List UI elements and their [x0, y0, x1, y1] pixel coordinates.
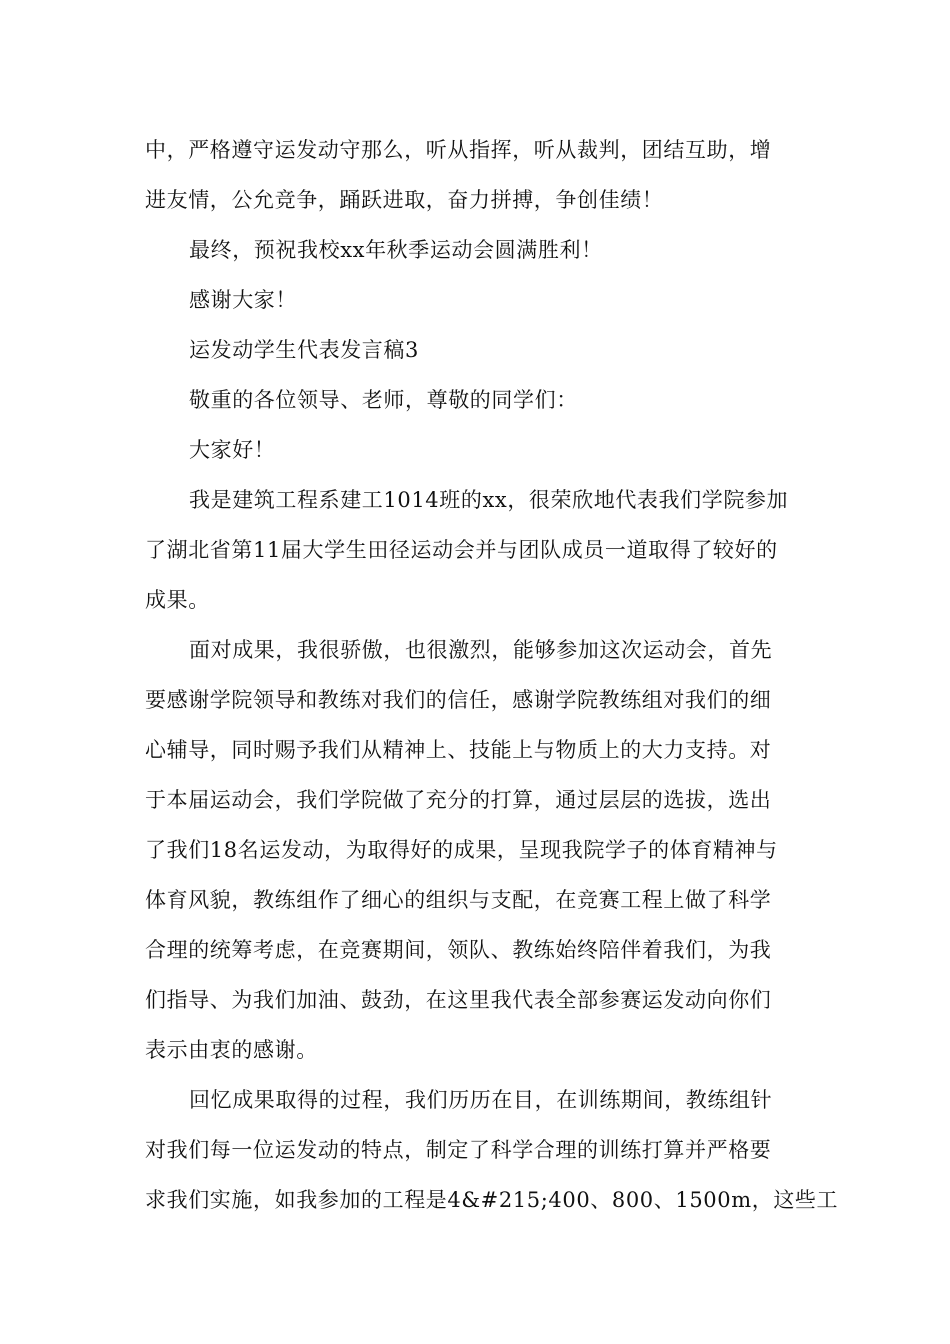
text-line: 我是建筑工程系建工1014班的xx，很荣欣地代表我们学院参加 [189, 488, 789, 512]
salutation: 敬重的各位领导、老师，尊敬的同学们： [189, 388, 578, 412]
text-line: 回忆成果取得的过程，我们历历在目，在训练期间，教练组针 [189, 1088, 773, 1112]
text-line: 成果。 [145, 588, 210, 612]
text-line: 心辅导，同时赐予我们从精神上、技能上与物质上的大力支持。对 [145, 738, 772, 762]
text-line: 表示由衷的感谢。 [145, 1038, 318, 1062]
text-line: 中，严格遵守运发动守那么，听从指挥，听从裁判，团结互助，增 [145, 138, 772, 162]
text-line: 了湖北省第11届大学生田径运动会并与团队成员一道取得了较好的 [145, 538, 778, 562]
greeting: 大家好！ [189, 438, 276, 462]
text-line: 了我们18名运发动，为取得好的成果，呈现我院学子的体育精神与 [145, 838, 778, 862]
text-line: 体育风貌，教练组作了细心的组织与支配，在竞赛工程上做了科学 [145, 888, 772, 912]
section-heading: 运发动学生代表发言稿3 [189, 338, 419, 362]
text-line: 对我们每一位运发动的特点，制定了科学合理的训练打算并严格要 [145, 1138, 772, 1162]
text-line: 进友情，公允竞争，踊跃进取，奋力拼搏，争创佳绩！ [145, 188, 664, 212]
text-line: 于本届运动会，我们学院做了充分的打算，通过层层的选拔，选出 [145, 788, 772, 812]
text-line: 面对成果，我很骄傲，也很激烈，能够参加这次运动会，首先 [189, 638, 773, 662]
text-line: 要感谢学院领导和教练对我们的信任，感谢学院教练组对我们的细 [145, 688, 772, 712]
text-line: 求我们实施，如我参加的工程是4&#215;400、800、1500m，这些工 [145, 1188, 839, 1212]
text-line: 们指导、为我们加油、鼓劲，在这里我代表全部参赛运发动向你们 [145, 988, 772, 1012]
text-line: 最终，预祝我校xx年秋季运动会圆满胜利！ [189, 238, 603, 262]
text-line: 感谢大家！ [189, 288, 297, 312]
text-line: 合理的统筹考虑，在竞赛期间，领队、教练始终陪伴着我们，为我 [145, 938, 772, 962]
